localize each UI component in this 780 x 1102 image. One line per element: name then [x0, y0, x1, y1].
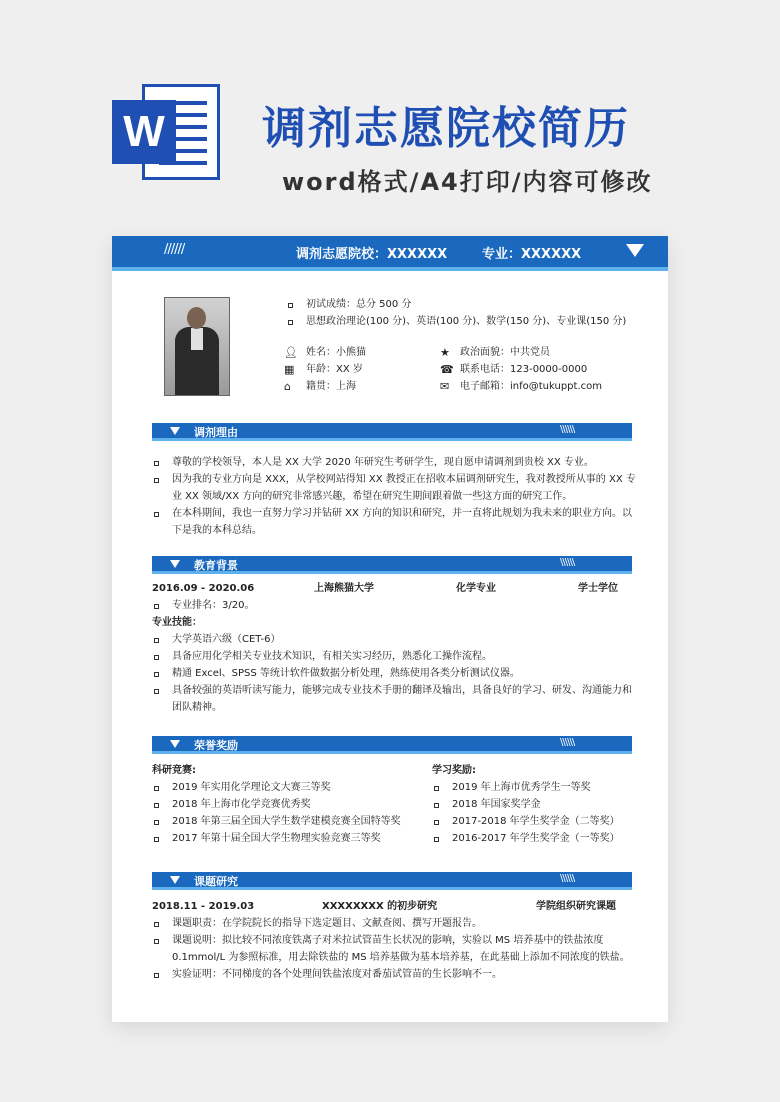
- score-breakdown: 思想政治理论(100 分)、英语(100 分)、数学(150 分)、专业课(150 分): [306, 316, 627, 327]
- education-degree: 学士学位: [578, 583, 618, 594]
- bullet-icon: [288, 320, 293, 325]
- honors-left-title: 科研竞赛:: [152, 765, 196, 776]
- triangle-down-icon: [170, 740, 180, 748]
- section-header-research: [152, 872, 632, 890]
- honor-item: 2017 年第十届全国大学生物理实验竞赛三等奖: [172, 833, 381, 844]
- bullet-icon: [154, 786, 159, 791]
- star-icon: ★: [440, 346, 450, 359]
- info-origin: 籍贯：上海: [306, 381, 356, 392]
- word-logo-icon: [112, 84, 220, 180]
- bullet-icon: [434, 803, 439, 808]
- skills-title: 专业技能：: [152, 617, 202, 628]
- triangle-down-icon: [626, 244, 644, 257]
- word-letter: W: [112, 100, 176, 164]
- research-org: 学院组织研究课题: [536, 901, 616, 912]
- mail-icon: ✉: [440, 380, 450, 393]
- award-item: 2018 年国家奖学金: [452, 799, 541, 810]
- section-slashes: \\\\\\: [560, 873, 575, 884]
- bullet-icon: [154, 837, 159, 842]
- research-period: 2018.11 - 2019.03: [152, 901, 255, 912]
- bullet-icon: [154, 512, 159, 517]
- honor-item: 2018 年第三届全国大学生数学建模竞赛全国特等奖: [172, 816, 401, 827]
- triangle-down-icon: [170, 427, 180, 435]
- bullet-icon: [154, 461, 159, 466]
- award-item: 2019 年上海市优秀学生一等奖: [452, 782, 591, 793]
- section-slashes: \\\\\\: [560, 557, 575, 568]
- page-subtitle: word格式/A4打印/内容可修改: [282, 168, 653, 196]
- bullet-icon: [288, 303, 293, 308]
- bullet-icon: [154, 478, 159, 483]
- bullet-icon: [154, 973, 159, 978]
- target-school: 调剂志愿院校：XXXXXX: [296, 247, 448, 262]
- home-icon: ⌂: [284, 380, 291, 393]
- bullet-icon: [154, 939, 159, 944]
- info-email: 电子邮箱：info@tukuppt.com: [460, 381, 602, 392]
- target-major: 专业：XXXXXX: [482, 247, 582, 262]
- skill-item: 精通 Excel、SPSS 等统计软件做数据分析处理，熟练使用各类分析测试仪器。: [172, 668, 520, 679]
- bullet-icon: [154, 820, 159, 825]
- bullet-icon: [154, 638, 159, 643]
- info-phone: 联系电话：123-0000-0000: [460, 364, 588, 375]
- bullet-icon: [154, 922, 159, 927]
- education-major: 化学专业: [456, 583, 496, 594]
- bullet-icon: [434, 837, 439, 842]
- bullet-icon: [154, 604, 159, 609]
- bullet-icon: [154, 803, 159, 808]
- reason-line: 在本科期间，我也一直努力学习并钻研 XX 方向的知识和研究，并一直将此规划为我未来的职业方向。以: [172, 508, 633, 519]
- triangle-down-icon: [170, 560, 180, 568]
- section-slashes: \\\\\\: [560, 737, 575, 748]
- honor-item: 2019 年实用化学理论文大赛三等奖: [172, 782, 331, 793]
- section-title: 调剂理由: [194, 426, 238, 439]
- reason-line: 下是我的本科总结。: [172, 525, 262, 536]
- section-title: 教育背景: [194, 559, 238, 572]
- research-line: 课题职责：在学院院长的指导下选定题目、文献查阅、撰写开题报告。: [172, 918, 482, 929]
- section-title: 课题研究: [194, 875, 238, 888]
- topbar-slashes: //////: [164, 242, 185, 257]
- award-item: 2017-2018 年学生奖学金（二等奖）: [452, 816, 620, 827]
- calendar-icon: ▦: [284, 363, 295, 376]
- section-title: 荣誉奖励: [194, 739, 238, 752]
- honors-right-title: 学习奖励:: [432, 765, 476, 776]
- education-school: 上海熊猫大学: [314, 583, 374, 594]
- phone-icon: ☎: [440, 363, 454, 376]
- skill-item: 大学英语六级（CET-6）: [172, 634, 281, 645]
- person-icon: 👤︎: [284, 346, 298, 359]
- section-header-education: [152, 556, 632, 574]
- profile-photo: [164, 297, 230, 396]
- research-topic: XXXXXXXX 的初步研究: [322, 901, 438, 912]
- skill-item: 具备应用化学相关专业技术知识，有相关实习经历，熟悉化工操作流程。: [172, 651, 492, 662]
- section-header-reason: [152, 423, 632, 441]
- research-line: 0.1mmol/L 为参照标准，用去除铁盐的 MS 培养基做为基本培养基，在此基础上添加不同浓度的铁盐。: [172, 952, 630, 963]
- reason-line: 业 XX 领域/XX 方向的研究非常感兴趣，希望在研究生期间跟着做一些这方面的研究工作。: [172, 491, 573, 502]
- bullet-icon: [154, 672, 159, 677]
- education-rank: 专业排名：3/20。: [172, 600, 255, 611]
- page-title: 调剂志愿院校简历: [262, 103, 630, 154]
- bullet-icon: [154, 689, 159, 694]
- award-item: 2016-2017 年学生奖学金（一等奖）: [452, 833, 620, 844]
- bullet-icon: [434, 786, 439, 791]
- education-period: 2016.09 - 2020.06: [152, 583, 255, 594]
- info-politics: 政治面貌：中共党员: [460, 347, 550, 358]
- skill-item: 具备较强的英语听读写能力，能够完成专业技术手册的翻译及输出，具备良好的学习、研发、沟通能力和: [172, 685, 632, 696]
- section-header-honors: [152, 736, 632, 754]
- triangle-down-icon: [170, 876, 180, 884]
- research-line: 实验证明：不同梯度的各个处理间铁盐浓度对番茄试管苗的生长影响不一。: [172, 969, 502, 980]
- skill-item: 团队精神。: [172, 702, 222, 713]
- reason-line: 尊敬的学校领导，本人是 XX 大学 2020 年研究生考研学生，现自愿申请调剂到贵校 XX 专业。: [172, 457, 594, 468]
- resume-topbar: [112, 236, 668, 271]
- score-total: 初试成绩：总分 500 分: [306, 299, 412, 310]
- reason-line: 因为我的专业方向是 XXX，从学校网站得知 XX 教授正在招收本届调剂研究生，我对教授所从事的 XX 专: [172, 474, 636, 485]
- info-age: 年龄：XX 岁: [306, 364, 363, 375]
- resume-paper: [112, 236, 668, 1022]
- info-name: 姓名：小熊猫: [306, 347, 366, 358]
- research-line: 课题说明：拟比较不同浓度铁离子对米拉试管苗生长状况的影响，实验以 MS 培养基中的铁盐浓度: [172, 935, 604, 946]
- section-slashes: \\\\\\: [560, 424, 575, 435]
- bullet-icon: [154, 655, 159, 660]
- bullet-icon: [434, 820, 439, 825]
- honor-item: 2018 年上海市化学竞赛优秀奖: [172, 799, 311, 810]
